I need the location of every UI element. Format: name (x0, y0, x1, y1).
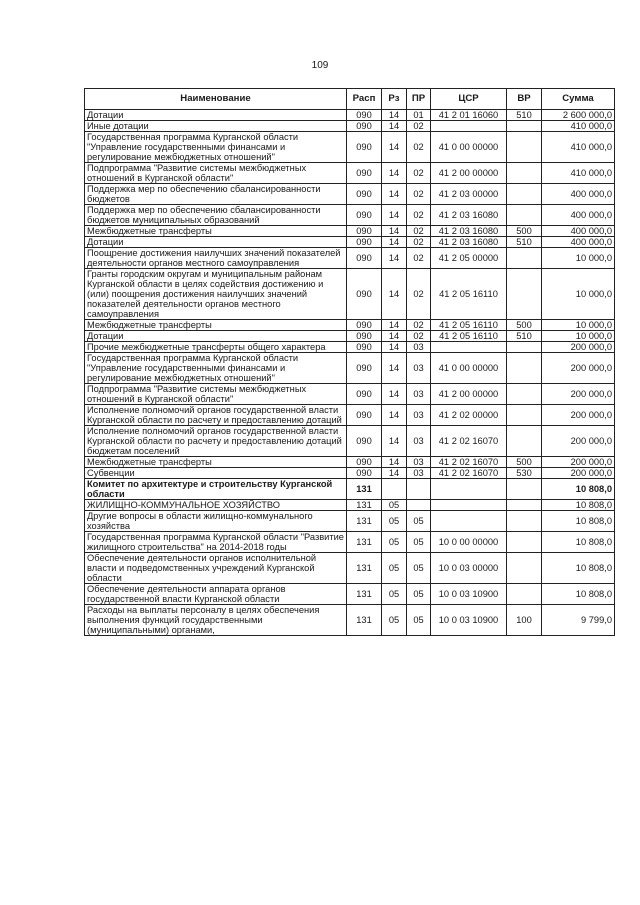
cell-rz: 05 (382, 553, 407, 584)
table-row (85, 237, 615, 248)
cell-vr (507, 132, 542, 163)
cell-name: Дотации (85, 331, 347, 342)
cell-sum: 400 000,0 (542, 205, 615, 226)
table-row (85, 132, 615, 163)
cell-rz: 14 (382, 468, 407, 479)
cell-pr: 03 (407, 405, 431, 426)
cell-rz: 14 (382, 457, 407, 468)
cell-csr: 41 2 03 00000 (431, 184, 507, 205)
cell-pr: 02 (407, 320, 431, 331)
cell-csr: 41 2 00 00000 (431, 163, 507, 184)
cell-rasp: 090 (347, 426, 382, 457)
cell-rz: 14 (382, 110, 407, 121)
cell-rasp: 090 (347, 353, 382, 384)
cell-sum: 2 600 000,0 (542, 110, 615, 121)
cell-pr: 02 (407, 248, 431, 269)
cell-rasp: 090 (347, 384, 382, 405)
cell-rasp: 090 (347, 184, 382, 205)
cell-sum: 200 000,0 (542, 353, 615, 384)
cell-pr: 05 (407, 511, 431, 532)
cell-rz: 14 (382, 320, 407, 331)
cell-rz: 14 (382, 342, 407, 353)
cell-csr: 41 2 03 16080 (431, 237, 507, 248)
cell-csr: 41 2 05 16110 (431, 320, 507, 331)
cell-rasp: 131 (347, 479, 382, 500)
cell-pr: 02 (407, 132, 431, 163)
cell-name: Межбюджетные трансферты (85, 226, 347, 237)
cell-sum: 10 000,0 (542, 269, 615, 320)
cell-pr (407, 479, 431, 500)
cell-rasp: 131 (347, 500, 382, 511)
cell-pr: 02 (407, 237, 431, 248)
cell-rz: 14 (382, 132, 407, 163)
cell-rz: 05 (382, 500, 407, 511)
cell-rz: 14 (382, 248, 407, 269)
cell-pr: 02 (407, 121, 431, 132)
cell-rasp: 090 (347, 331, 382, 342)
cell-rasp: 090 (347, 205, 382, 226)
cell-csr: 41 2 02 00000 (431, 405, 507, 426)
table-row (85, 426, 615, 457)
cell-pr: 01 (407, 110, 431, 121)
cell-rasp: 131 (347, 605, 382, 636)
table-row (85, 110, 615, 121)
table-row (85, 269, 615, 320)
cell-name: Субвенции (85, 468, 347, 479)
table-row (85, 121, 615, 132)
cell-sum: 410 000,0 (542, 163, 615, 184)
cell-pr: 05 (407, 553, 431, 584)
cell-rz: 14 (382, 269, 407, 320)
cell-vr: 500 (507, 320, 542, 331)
cell-vr (507, 121, 542, 132)
cell-rasp: 090 (347, 121, 382, 132)
cell-name: Межбюджетные трансферты (85, 457, 347, 468)
cell-vr: 510 (507, 110, 542, 121)
cell-vr (507, 342, 542, 353)
cell-csr: 41 2 00 00000 (431, 384, 507, 405)
cell-name: Подпрограмма "Развитие системы межбюджетных отношений в Курганской области" (85, 163, 347, 184)
cell-vr (507, 163, 542, 184)
cell-rz: 14 (382, 121, 407, 132)
cell-vr (507, 405, 542, 426)
cell-name: Гранты городским округам и муниципальным районам Курганской области в целях содействия достижению и (или) поощрения достижения наилучших значений показателей деятельности органов местного самоуправления (85, 269, 347, 320)
cell-csr: 10 0 03 10900 (431, 584, 507, 605)
cell-name: Поощрение достижения наилучших значений показателей деятельности органов местного самоуправления (85, 248, 347, 269)
cell-rasp: 090 (347, 457, 382, 468)
cell-csr: 41 2 03 16080 (431, 226, 507, 237)
cell-vr (507, 184, 542, 205)
cell-pr: 03 (407, 468, 431, 479)
header-name: Наименование (85, 89, 347, 110)
cell-sum: 200 000,0 (542, 405, 615, 426)
cell-pr: 03 (407, 342, 431, 353)
table-row (85, 479, 615, 500)
table-row (85, 500, 615, 511)
cell-name: Обеспечение деятельности органов исполнительной власти и подведомственных учреждений Курганской области (85, 553, 347, 584)
cell-rz: 05 (382, 511, 407, 532)
cell-sum: 400 000,0 (542, 237, 615, 248)
cell-csr: 41 2 05 16110 (431, 269, 507, 320)
cell-csr: 10 0 03 10900 (431, 605, 507, 636)
cell-rasp: 131 (347, 511, 382, 532)
cell-rasp: 090 (347, 132, 382, 163)
cell-vr (507, 532, 542, 553)
page-number: 109 (311, 60, 329, 71)
cell-name: Государственная программа Курганской области "Управление государственными финансами и регулирование межбюджетных отношений" (85, 132, 347, 163)
cell-name: Поддержка мер по обеспечению сбалансированности бюджетов (85, 184, 347, 205)
cell-pr: 02 (407, 184, 431, 205)
cell-pr: 05 (407, 584, 431, 605)
cell-csr: 41 0 00 00000 (431, 353, 507, 384)
cell-pr: 05 (407, 532, 431, 553)
cell-csr: 41 2 02 16070 (431, 468, 507, 479)
cell-name: Поддержка мер по обеспечению сбалансированности бюджетов муниципальных образований (85, 205, 347, 226)
cell-name: Иные дотации (85, 121, 347, 132)
cell-csr: 41 2 05 00000 (431, 248, 507, 269)
cell-csr: 41 2 03 16080 (431, 205, 507, 226)
cell-rz: 05 (382, 532, 407, 553)
cell-pr: 03 (407, 457, 431, 468)
cell-name: Государственная программа Курганской области "Развитие жилищного строительства" на 2014-2018 годы (85, 532, 347, 553)
cell-pr: 03 (407, 353, 431, 384)
cell-vr: 500 (507, 457, 542, 468)
cell-rz: 14 (382, 237, 407, 248)
cell-rasp: 090 (347, 163, 382, 184)
header-sum: Сумма (542, 89, 615, 110)
cell-vr (507, 511, 542, 532)
cell-sum: 200 000,0 (542, 426, 615, 457)
cell-sum: 10 000,0 (542, 331, 615, 342)
cell-sum: 10 808,0 (542, 500, 615, 511)
table-row (85, 511, 615, 532)
cell-pr: 05 (407, 605, 431, 636)
cell-rasp: 090 (347, 405, 382, 426)
cell-vr (507, 205, 542, 226)
cell-csr: 10 0 03 00000 (431, 553, 507, 584)
cell-sum: 10 808,0 (542, 532, 615, 553)
cell-csr (431, 511, 507, 532)
cell-vr: 500 (507, 226, 542, 237)
budget-table (84, 88, 615, 636)
cell-sum: 10 808,0 (542, 479, 615, 500)
cell-sum: 200 000,0 (542, 384, 615, 405)
cell-vr (507, 426, 542, 457)
table-row (85, 353, 615, 384)
cell-rasp: 090 (347, 110, 382, 121)
cell-vr: 510 (507, 331, 542, 342)
cell-name: Обеспечение деятельности аппарата органов государственной власти Курганской области (85, 584, 347, 605)
cell-csr: 10 0 00 00000 (431, 532, 507, 553)
cell-name: Другие вопросы в области жилищно-коммунального хозяйства (85, 511, 347, 532)
table-row (85, 331, 615, 342)
table-row (85, 184, 615, 205)
table-row (85, 320, 615, 331)
cell-sum: 400 000,0 (542, 184, 615, 205)
cell-name: Исполнение полномочий органов государственной власти Курганской области по расчету и предоставлению дотаций бюджетам поселений (85, 426, 347, 457)
cell-vr (507, 353, 542, 384)
table-row (85, 584, 615, 605)
cell-vr (507, 248, 542, 269)
cell-name: Исполнение полномочий органов государственной власти Курганской области по расчету и предоставлению дотаций (85, 405, 347, 426)
table-header-row (85, 89, 615, 110)
cell-rz: 14 (382, 405, 407, 426)
cell-name: Комитет по архитектуре и строительству Курганской области (85, 479, 347, 500)
cell-pr: 02 (407, 331, 431, 342)
cell-vr: 510 (507, 237, 542, 248)
cell-name: Государственная программа Курганской области "Управление государственными финансами и регулирование межбюджетных отношений" (85, 353, 347, 384)
cell-name: ЖИЛИЩНО-КОММУНАЛЬНОЕ ХОЗЯЙСТВО (85, 500, 347, 511)
table-row (85, 248, 615, 269)
cell-sum: 10 000,0 (542, 248, 615, 269)
cell-pr: 02 (407, 163, 431, 184)
cell-rz: 14 (382, 353, 407, 384)
cell-rasp: 090 (347, 248, 382, 269)
cell-rz: 05 (382, 605, 407, 636)
cell-rz: 14 (382, 184, 407, 205)
table-row (85, 605, 615, 636)
cell-csr (431, 342, 507, 353)
cell-vr (507, 384, 542, 405)
table-row (85, 553, 615, 584)
cell-csr: 41 2 02 16070 (431, 426, 507, 457)
cell-sum: 9 799,0 (542, 605, 615, 636)
cell-rz: 14 (382, 384, 407, 405)
cell-rasp: 090 (347, 320, 382, 331)
cell-name: Расходы на выплаты персоналу в целях обеспечения выполнения функций государственными (муниципальными) органами, (85, 605, 347, 636)
cell-name: Межбюджетные трансферты (85, 320, 347, 331)
table-row (85, 226, 615, 237)
cell-rasp: 090 (347, 237, 382, 248)
table-row (85, 205, 615, 226)
cell-rz: 05 (382, 584, 407, 605)
cell-rz: 14 (382, 426, 407, 457)
cell-pr: 02 (407, 269, 431, 320)
table-row (85, 532, 615, 553)
cell-sum: 200 000,0 (542, 342, 615, 353)
cell-sum: 410 000,0 (542, 132, 615, 163)
cell-rz: 14 (382, 163, 407, 184)
cell-csr: 41 0 00 00000 (431, 132, 507, 163)
cell-rasp: 131 (347, 553, 382, 584)
cell-sum: 10 808,0 (542, 511, 615, 532)
table-row (85, 468, 615, 479)
header-rz: Рз (382, 89, 407, 110)
table-row (85, 163, 615, 184)
cell-sum: 10 808,0 (542, 553, 615, 584)
cell-csr (431, 121, 507, 132)
cell-vr (507, 500, 542, 511)
cell-sum: 410 000,0 (542, 121, 615, 132)
table-row (85, 384, 615, 405)
header-pr: ПР (407, 89, 431, 110)
table-row (85, 405, 615, 426)
cell-vr: 530 (507, 468, 542, 479)
cell-rasp: 090 (347, 269, 382, 320)
cell-sum: 200 000,0 (542, 457, 615, 468)
cell-rz: 14 (382, 331, 407, 342)
cell-rz: 14 (382, 226, 407, 237)
cell-csr (431, 500, 507, 511)
cell-csr: 41 2 01 16060 (431, 110, 507, 121)
cell-sum: 200 000,0 (542, 468, 615, 479)
cell-vr: 100 (507, 605, 542, 636)
cell-rasp: 131 (347, 532, 382, 553)
cell-sum: 10 808,0 (542, 584, 615, 605)
cell-pr: 03 (407, 426, 431, 457)
cell-vr (507, 584, 542, 605)
header-csr: ЦСР (431, 89, 507, 110)
cell-vr (507, 479, 542, 500)
cell-rasp: 131 (347, 584, 382, 605)
cell-vr (507, 553, 542, 584)
cell-name: Прочие межбюджетные трансферты общего характера (85, 342, 347, 353)
cell-sum: 400 000,0 (542, 226, 615, 237)
cell-pr: 03 (407, 384, 431, 405)
cell-rz: 14 (382, 205, 407, 226)
cell-name: Подпрограмма "Развитие системы межбюджетных отношений в Курганской области" (85, 384, 347, 405)
cell-rasp: 090 (347, 342, 382, 353)
cell-sum: 10 000,0 (542, 320, 615, 331)
table-row (85, 457, 615, 468)
cell-name: Дотации (85, 237, 347, 248)
cell-csr (431, 479, 507, 500)
cell-csr: 41 2 02 16070 (431, 457, 507, 468)
header-rasp: Расп (347, 89, 382, 110)
cell-pr: 02 (407, 226, 431, 237)
cell-name: Дотации (85, 110, 347, 121)
table-row (85, 342, 615, 353)
cell-vr (507, 269, 542, 320)
cell-rasp: 090 (347, 226, 382, 237)
cell-rz (382, 479, 407, 500)
cell-csr: 41 2 05 16110 (431, 331, 507, 342)
header-vr: ВР (507, 89, 542, 110)
cell-pr (407, 500, 431, 511)
table-body (85, 110, 615, 636)
cell-rasp: 090 (347, 468, 382, 479)
cell-pr: 02 (407, 205, 431, 226)
